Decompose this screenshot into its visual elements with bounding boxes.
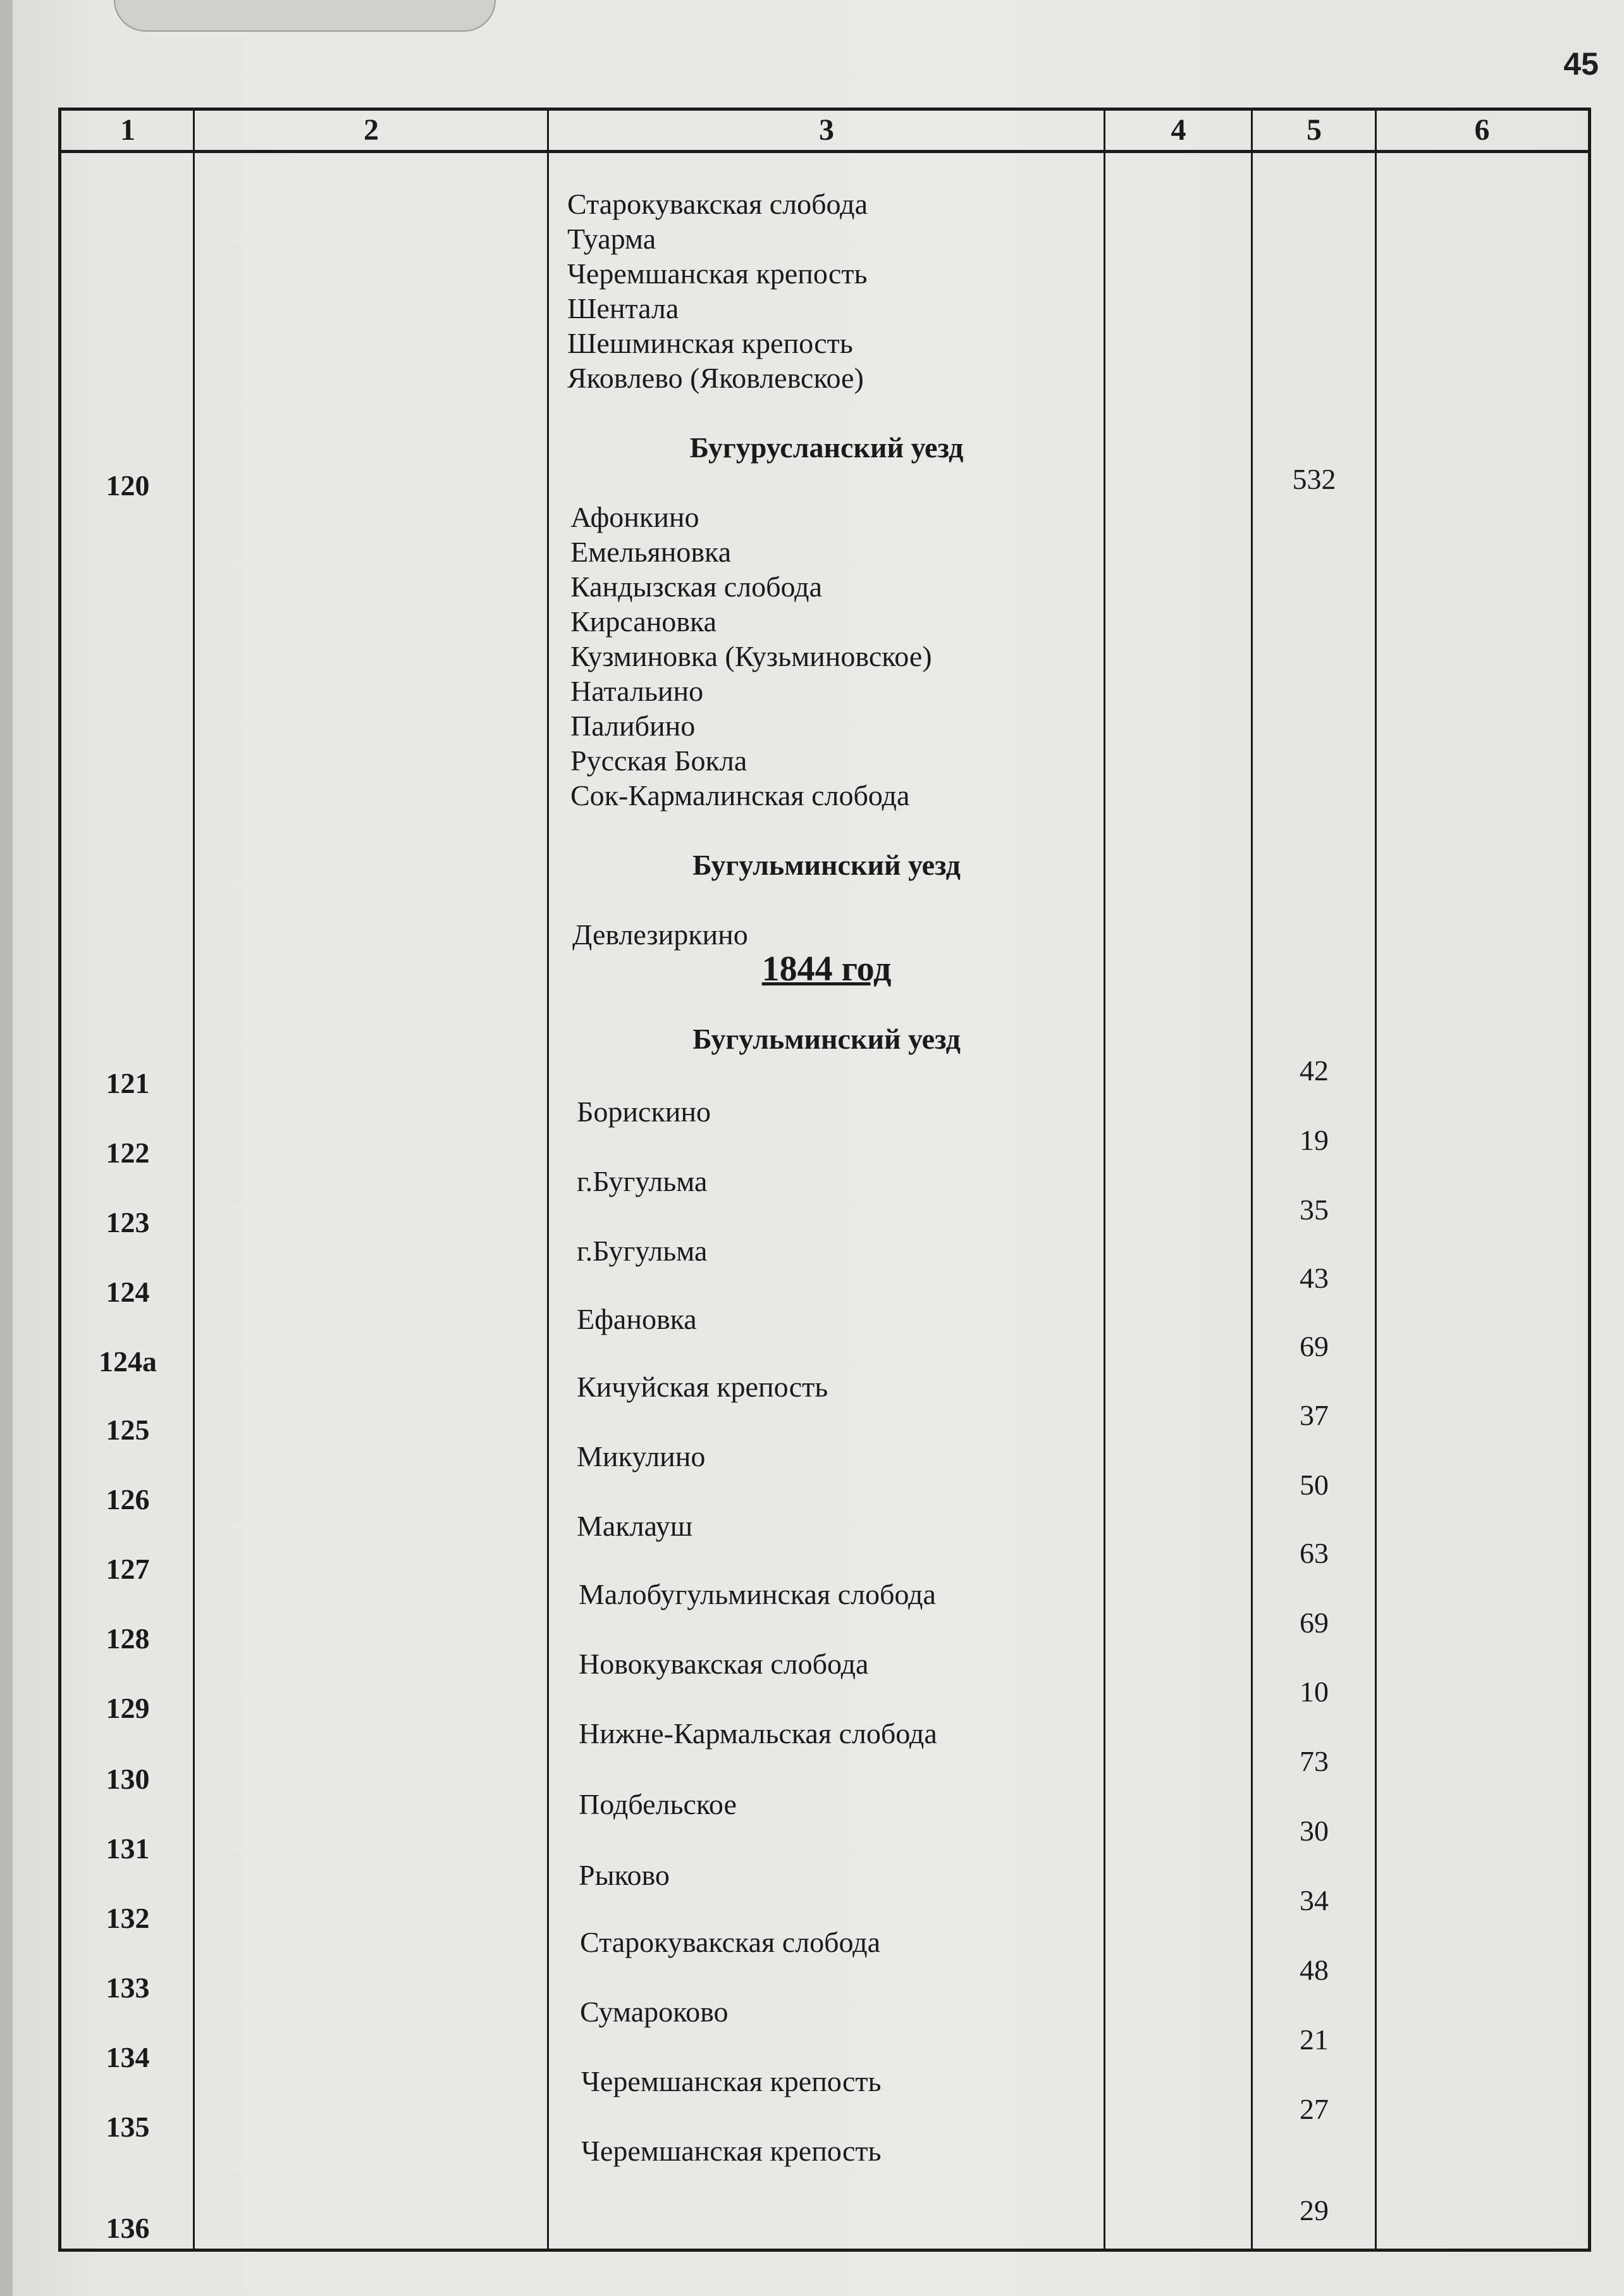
place-name: Натальино (570, 675, 704, 707)
place-name: Микулино (577, 1440, 706, 1472)
place-name: Русская Бокла (570, 744, 747, 777)
place-name: Девлезиркино (572, 918, 748, 951)
record-count: 69 (1300, 1330, 1329, 1362)
place-name: Старокувакская слобода (567, 188, 868, 220)
record-number: 128 (106, 1622, 150, 1655)
header-col-2: 2 (364, 113, 379, 147)
place-name: Кичуйская крепость (577, 1371, 828, 1403)
header-col-6: 6 (1474, 113, 1490, 147)
place-name: Борискино (577, 1096, 711, 1128)
place-name: Старокувакская слобода (580, 1926, 881, 1958)
record-count: 69 (1300, 1607, 1329, 1639)
binder-edge (0, 0, 13, 2296)
record-number: 124 (106, 1276, 150, 1308)
record-count: 21 (1300, 2023, 1329, 2056)
record-count: 29 (1300, 2194, 1329, 2226)
district-heading: Бугульминский уезд (692, 849, 961, 881)
record-count: 19 (1300, 1124, 1329, 1156)
place-name: Шентала (567, 292, 679, 324)
header-col-3: 3 (819, 113, 834, 147)
record-count: 30 (1300, 1815, 1329, 1847)
place-name: Новокувакская слобода (579, 1648, 869, 1680)
record-count: 48 (1300, 1954, 1329, 1986)
place-name: Палибино (570, 710, 696, 742)
place-name: Яковлево (Яковлевское) (567, 362, 864, 394)
record-count: 10 (1300, 1676, 1329, 1708)
place-name: Нижне-Кармальская слобода (579, 1717, 937, 1750)
place-name: Сок-Кармалинская слобода (570, 779, 910, 812)
district-heading: Бугульминский уезд (692, 1023, 961, 1055)
page-number: 45 (1563, 46, 1599, 82)
district-heading: Бугурусланский уезд (689, 431, 964, 464)
record-count: 73 (1300, 1745, 1329, 1777)
place-name: Рыково (579, 1859, 670, 1891)
place-name: Сумароково (580, 1996, 729, 2028)
record-number: 134 (106, 2041, 150, 2073)
record-count: 532 (1292, 463, 1336, 495)
record-count: 43 (1300, 1262, 1329, 1294)
header-col-4: 4 (1171, 113, 1186, 147)
place-name: Черемшанская крепость (567, 257, 868, 290)
place-name: г.Бугульма (577, 1235, 708, 1267)
record-number: 121 (106, 1067, 150, 1099)
year-heading: 1844 год (761, 949, 892, 989)
place-name: Кузминовка (Кузьминовское) (570, 640, 932, 672)
place-name: Шешминская крепость (567, 327, 853, 359)
place-name: Кирсановка (570, 605, 717, 638)
record-count: 37 (1300, 1399, 1329, 1431)
record-number: 129 (106, 1692, 150, 1724)
record-number: 130 (106, 1763, 150, 1795)
register-table (58, 108, 1591, 2252)
record-number: 125 (106, 1414, 150, 1446)
record-count: 35 (1300, 1194, 1329, 1226)
record-number: 131 (106, 1832, 150, 1865)
record-number: 135 (106, 2111, 150, 2143)
record-count: 50 (1300, 1469, 1329, 1501)
record-number: 123 (106, 1206, 150, 1238)
place-name: Ефановка (577, 1303, 697, 1335)
record-number: 133 (106, 1972, 150, 2004)
record-number: 127 (106, 1553, 150, 1585)
place-name: Маклауш (577, 1510, 693, 1542)
page-tab-decoration (114, 0, 496, 32)
record-number: 124а (99, 1345, 157, 1378)
place-name: Черемшанская крепость (581, 2135, 882, 2167)
record-number: 122 (106, 1137, 150, 1169)
place-name: Малобугульминская слобода (579, 1578, 936, 1610)
header-col-5: 5 (1307, 113, 1322, 147)
column-divider (1375, 111, 1377, 2249)
column-divider (1251, 111, 1253, 2249)
record-number: 136 (106, 2212, 150, 2244)
place-name: г.Бугульма (577, 1165, 708, 1197)
place-name: Кандызская слобода (570, 571, 823, 603)
place-name: Афонкино (570, 501, 699, 533)
record-number: 126 (106, 1483, 150, 1515)
table-header-row (61, 111, 1588, 153)
record-count: 63 (1300, 1537, 1329, 1569)
record-count: 42 (1300, 1054, 1329, 1087)
record-count: 27 (1300, 2093, 1329, 2125)
record-number: 120 (106, 469, 150, 502)
place-name: Подбельское (579, 1788, 737, 1820)
header-col-1: 1 (120, 113, 135, 147)
place-name: Емельяновка (570, 536, 732, 568)
place-name: Туарма (567, 223, 656, 255)
record-count: 34 (1300, 1884, 1329, 1916)
place-name: Черемшанская крепость (581, 2065, 882, 2097)
record-number: 132 (106, 1902, 150, 1934)
